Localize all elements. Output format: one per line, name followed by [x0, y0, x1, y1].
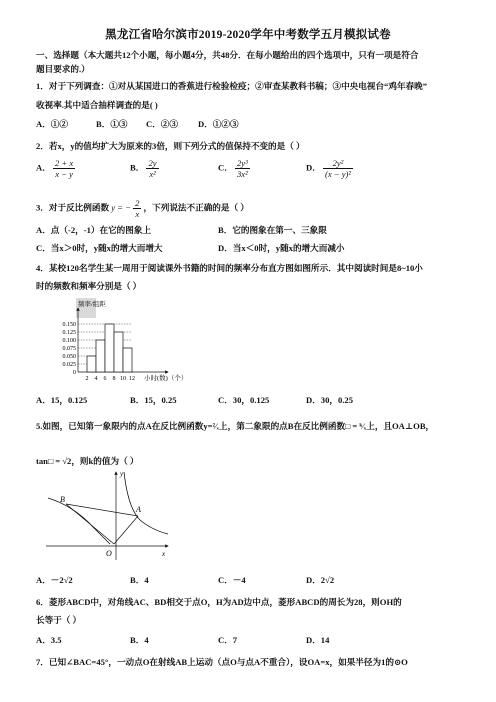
histogram-x-tick-label: 12	[129, 376, 135, 382]
q2-option-b	[130, 158, 159, 179]
histogram-y-tick-label: 0.100	[62, 338, 76, 344]
q6-option-a: A．3.5	[36, 635, 62, 645]
histogram-y-tick-label: 0.150	[62, 322, 76, 328]
q7-stem-line1: 7．已知∠BAC=45°，一动点O在射线AB上运动（点O与点A不重合），设OA=x，如果半径为1的⊙O	[36, 657, 408, 667]
q5-option-b: B．4	[130, 575, 149, 585]
q3-function-denominator: x	[135, 209, 140, 219]
histogram-bar-2-4	[87, 356, 96, 372]
q6-option-d: D．14	[306, 635, 330, 645]
q3-option-c: C．当x＞0时，y随x的增大而增大	[36, 243, 163, 253]
q2-b-denominator: x²	[149, 169, 156, 179]
histogram-y-tick-label: 0.125	[62, 330, 76, 336]
q6-stem-line2: 长等于（ ）	[36, 615, 82, 625]
q4-option-d: D．30，0.25	[306, 395, 354, 405]
histogram-y-tick-label: 0	[73, 370, 76, 376]
q2-a-numerator: 2 + x	[54, 158, 74, 168]
histogram-y-tick-label: 0.075	[62, 346, 76, 352]
histogram-ylabel: 频率/组距	[78, 301, 106, 308]
q5-geometry-figure	[44, 468, 174, 562]
q1-option-d: D．①②③	[198, 119, 239, 129]
q3-option-a: A．点（-2，-1）在它的图象上	[36, 225, 152, 235]
q2-option-c	[218, 158, 250, 179]
q2-option-a-label: A．	[36, 162, 51, 173]
q5-curve-second-quadrant	[48, 498, 110, 544]
q5-option-c: C．－4	[218, 575, 246, 585]
q2-option-c-fraction	[235, 158, 250, 179]
q5-option-a: A．－2√2	[36, 575, 73, 585]
q3-option-d: D．当x＜0时，y随x的增大而减小	[218, 243, 345, 253]
frequency-histogram	[40, 294, 200, 388]
q5-label-a: A	[136, 505, 141, 514]
q2-a-denominator: x − y	[55, 169, 73, 179]
histogram-x-tick-label: 6	[103, 376, 107, 382]
histogram-x-tick-label: 2	[85, 376, 89, 382]
q2-option-c-label: C．	[218, 162, 233, 173]
q5-segment-ob	[66, 504, 114, 544]
q5-label-x: x	[162, 550, 166, 558]
histogram-bar-6-8	[105, 324, 114, 372]
q2-c-numerator: 2y³	[236, 158, 248, 168]
q2-b-numerator: 2y	[148, 158, 157, 168]
histogram-y-tick-label: 0.050	[62, 354, 76, 360]
q4-option-b: B．15，0.25	[130, 395, 177, 405]
q4-option-c: C．30，0.125	[218, 395, 270, 405]
histogram-y-tick-label: 0.025	[62, 362, 76, 368]
q5-option-d: D．2√2	[306, 575, 335, 585]
q2-option-d	[306, 158, 353, 179]
page-title: 黑龙江省哈尔滨市2019-2020学年中考数学五月模拟试卷	[105, 29, 391, 41]
q3-function-lhs: y = −	[111, 202, 131, 213]
q5-stem-line1: 5.如图，已知第一象限内的点A在反比例函数y=²⁄ₓ上，第二象限的点B在反比例函数□ = ᵏ⁄ₓ上，且OA⊥OB，	[36, 421, 435, 431]
q6-option-b: B．4	[130, 635, 149, 645]
q3-stem-a: 3．对于反比例函数	[36, 202, 110, 213]
q5-segment-oa	[114, 516, 138, 544]
q3-function-fraction	[133, 198, 141, 219]
q5-label-b: B	[60, 495, 65, 504]
histogram-bar-4-6	[96, 340, 105, 372]
q4-stem-line1: 4．某校120名学生某一周用于阅读课外书籍的时间的频率分布直方图如图所示．其中阅读时间是8~10小	[36, 263, 423, 273]
q1-option-c: C．②③	[146, 119, 178, 129]
q2-option-d-label: D．	[306, 162, 321, 173]
q1-option-a: A．①②	[36, 119, 68, 129]
q4-stem-line2: 时的频数和频率分别是（ ）	[36, 281, 142, 291]
q2-option-a-fraction	[53, 158, 75, 179]
histogram-bar-8-10	[114, 332, 123, 372]
q3-option-b: B．它的图象在第一、三象限	[218, 225, 327, 235]
section-heading-line2: 题目要求的.）	[36, 64, 90, 74]
q6-option-c: C．7	[218, 635, 238, 645]
q2-stem: 2．若x，y的值均扩大为原来的3倍，则下列分式的值保持不变的是（ ）	[36, 141, 305, 151]
histogram-x-tick-label: 10	[120, 376, 126, 382]
q5-label-y: y	[120, 470, 124, 478]
q2-d-denominator: (x − y)²	[324, 169, 351, 179]
q5-segment-ab	[66, 504, 138, 516]
section-heading-line1: 一、选择题（本大题共12个小题，每小题4分，共48分．在每小题给出的四个选项中，只有一项是符合	[36, 50, 419, 60]
q6-stem-line1: 6．菱形ABCD中，对角线AC、BD相交于点O，H为AD边中点，菱形ABCD的周长为28，则OH的	[36, 597, 402, 607]
q3-function-numerator: 2	[135, 198, 140, 208]
q3-stem-b: ，下列说法不正确的是（ ）	[143, 202, 249, 213]
q2-option-b-fraction	[146, 158, 158, 179]
histogram-xlabel: 小时(数)（个）	[144, 375, 188, 382]
histogram-bar-10-12	[123, 348, 132, 372]
q2-c-denominator: 3x²	[236, 169, 248, 179]
q5-stem-line2: tan□ = √2，则k的值为（ ）	[36, 456, 139, 466]
histogram-x-tick-label: 8	[112, 376, 116, 382]
q3-stem	[36, 198, 249, 219]
histogram-x-tick-label: 4	[94, 376, 98, 382]
q1-stem-line2: 收视率.其中适合抽样调查的是( )	[36, 100, 158, 110]
q2-d-numerator: 2y²	[323, 158, 353, 169]
q5-label-o: O	[106, 549, 112, 558]
q2-option-a	[36, 158, 75, 179]
q4-option-a: A．15，0.125	[36, 395, 88, 405]
q1-option-b: B．①③	[96, 119, 128, 129]
q2-option-b-label: B．	[130, 162, 145, 173]
q2-option-d-fraction	[323, 158, 353, 179]
q1-stem-line1: 1．对于下列调查：①对从某国进口的香蕉进行检验检疫；②审查某教科书稿；③中央电视台“鸡年春晚”	[36, 81, 428, 91]
